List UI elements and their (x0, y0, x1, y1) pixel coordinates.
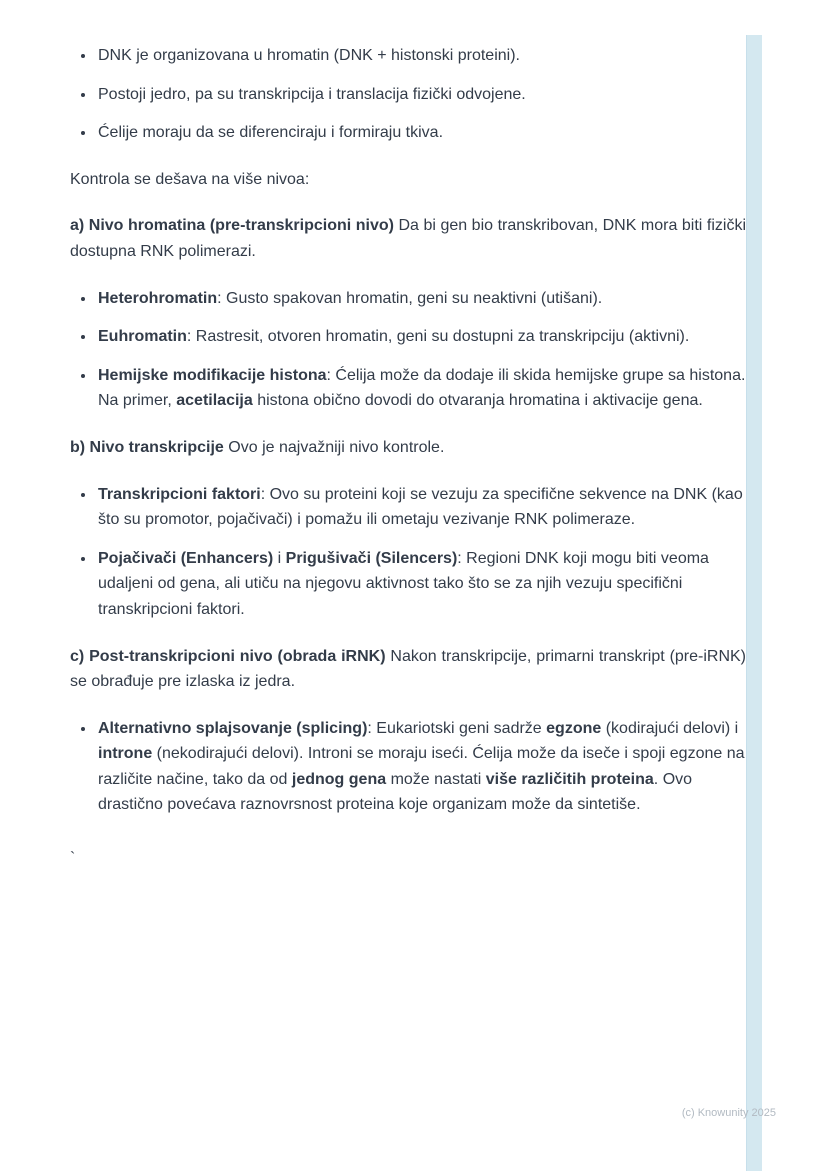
list-item (96, 546, 746, 623)
term-bold: Pojačivači (Enhancers) (98, 549, 274, 567)
term-bold: acetilacija (176, 392, 253, 410)
term-bold: Hemijske modifikacije histona (98, 366, 327, 384)
list-item (96, 43, 746, 69)
list-item (96, 716, 746, 818)
text-run: histona obično dovodi do otvaranja hromatina i aktivacije gena. (252, 392, 703, 410)
text-run: (kodirajući delovi) i (601, 719, 739, 737)
list-item (96, 482, 746, 533)
term-bold: Prigušivači (Silencers) (285, 549, 458, 567)
text-run: : Ovo su proteini koji se vezuju za specifične sekvence na DNK (kao što su promotor, pojačivači) i pomažu ili ometaju vezivanje RNK polimeraze. (98, 485, 743, 529)
term-bold: Alternativno splajsovanje (splicing) (98, 719, 368, 737)
text-run: može nastati (386, 770, 486, 788)
term-bold: više različitih proteina (485, 770, 654, 788)
copyright-footer: (c) Knowunity 2025 (681, 1107, 776, 1119)
text-run: : Gusto spakovan hromatin, geni su neaktivni (utišani). (217, 289, 603, 307)
intro-bullet-list (70, 43, 746, 146)
text-run: Ovo je najvažniji nivo kontrole. (223, 438, 445, 456)
text-run: : Regioni DNK koji mogu biti veoma udaljeni od gena, ali utiču na njegovu aktivnost tako što se za njih vezuju specifični transkripcioni faktori. (98, 549, 709, 618)
text-run: : Rastresit, otvoren hromatin, geni su dostupni za transkripciju (aktivni). (186, 328, 690, 346)
section-a-heading: a) Nivo hromatina (pre-transkripcioni nivo) (70, 217, 394, 235)
text-run: Ćelije moraju da se diferenciraju i formiraju tkiva. (98, 124, 444, 142)
list-item (96, 363, 746, 414)
list-item (96, 82, 746, 108)
list-item (96, 120, 746, 146)
text-run: Postoji jedro, pa su transkripcija i translacija fizički odvojene. (98, 85, 526, 103)
chromatin-bullet-list (70, 286, 746, 414)
list-item (96, 324, 746, 350)
section-b-paragraph (70, 435, 746, 461)
splicing-bullet-list (70, 716, 746, 818)
section-c-paragraph (70, 644, 746, 695)
text-run: i (273, 549, 286, 567)
section-c-heading: c) Post-transkripcioni nivo (obrada iRNK) (70, 647, 386, 665)
text-run: (nekodirajući delovi). Introni se moraju iseći. Ćelija može da iseče i spoji egzone na različite načine, tako da od (98, 745, 745, 788)
transcription-bullet-list (70, 482, 746, 623)
term-bold: Transkripcioni faktori (98, 485, 261, 503)
page-edge-ribbon (746, 35, 762, 1171)
text-run: : Ćelija može da dodaje ili skida hemijske grupe sa histona. Na primer, (98, 366, 746, 410)
document-body (70, 30, 746, 872)
stray-backtick: ` (70, 850, 76, 868)
section-a-paragraph (70, 213, 746, 264)
term-bold: Euhromatin (98, 328, 187, 346)
section-b-heading: b) Nivo transkripcije (70, 438, 224, 456)
text-run: . Ovo drastično povećava raznovrsnost proteina koje organizam može da sintetiše. (98, 770, 693, 814)
text-run: : Eukariotski geni sadrže (367, 719, 547, 737)
text-run: Da bi gen bio transkribovan, DNK mora biti fizički dostupna RNK polimerazi. (70, 217, 746, 260)
term-bold: egzone (546, 719, 602, 737)
term-bold: Heterohromatin (98, 289, 218, 307)
term-bold: jednog gena (291, 770, 387, 788)
text-run: Nakon transkripcije, primarni transkript (pre-iRNK) se obrađuje pre izlaska iz jedra. (70, 647, 747, 691)
list-item (96, 286, 746, 312)
term-bold: introne (98, 745, 153, 763)
paragraph-control-levels: Kontrola se dešava na više nivoa: (70, 170, 310, 188)
text-run: DNK je organizovana u hromatin (DNK + histonski proteini). (98, 47, 520, 64)
